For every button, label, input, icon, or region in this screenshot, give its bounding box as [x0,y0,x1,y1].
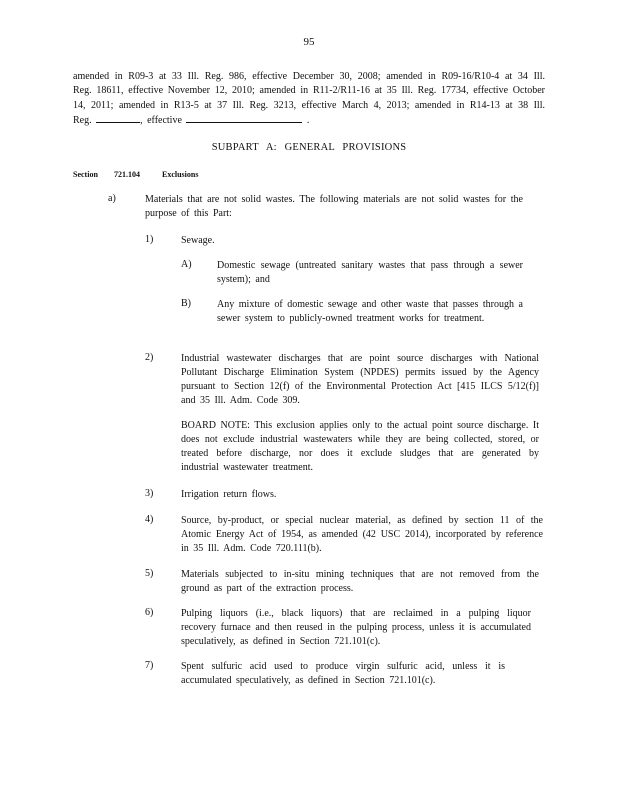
section-heading [73,170,198,179]
item-1a-text: Domestic sewage (untreated sanitary wastes that pass through a sewer system); and [217,260,523,285]
subsection-a-text: Materials that are not solid wastes. The following materials are not solid wastes for the purpose of this Part: [145,194,523,219]
amendment-effective-label: , effective [140,114,182,126]
item-6-label: 6) [145,607,154,618]
item-5-text: Materials subjected to in-situ mining techniques that are not removed from the ground as part of the extraction process. [181,569,539,594]
item-2-label: 2) [145,352,154,363]
item-6-text: Pulping liquors (i.e., black liquors) that are reclaimed in a pulping liquor recovery furnace and then reused in the pulping process, unless it is accumulated speculatively, as defined in Section 721.101(c). [181,608,531,647]
item-1b-text: Any mixture of domestic sewage and other waste that passes through a sewer system to publicly-owned treatment works for treatment. [217,299,523,324]
board-note: BOARD NOTE: This exclusion applies only to the actual point source discharge. It does not exclude industrial wastewaters while they are being collected, stored, or treated before discharge, nor does it exclude sludges that are generated by industrial wastewater treatment. [181,420,539,473]
item-7-label: 7) [145,660,154,671]
item-3-label: 3) [145,488,154,499]
section-label: Section [73,170,98,179]
blank-register-line [96,113,140,123]
section-title: Exclusions [162,170,199,179]
amendment-history [73,70,545,128]
item-3-text: Irrigation return flows. [181,489,277,500]
blank-effective-line [186,113,302,123]
item-1-text: Sewage. [181,235,215,246]
item-7-text: Spent sulfuric acid used to produce virgin sulfuric acid, unless it is accumulated speculatively, as defined in Section 721.101(c). [181,661,505,686]
section-number: 721.104 [114,170,140,179]
page-number: 95 [303,36,315,48]
item-4-text: Source, by-product, or special nuclear material, as defined by section 11 of the Atomic Energy Act of 1954, as amended (42 USC 2014), incorporated by reference in 35 Ill. Adm. Code 720.111(b). [181,515,543,554]
subsection-a-label: a) [108,193,116,204]
item-1a-label: A) [181,259,192,270]
amendment-end: . [306,114,310,126]
subpart-heading: SUBPART A: GENERAL PROVISIONS [211,142,407,153]
item-1-label: 1) [145,234,154,245]
item-1b-label: B) [181,298,191,309]
amendment-history-text: amended in R09-3 at 33 Ill. Reg. 986, effective December 30, 2008; amended in R09-16/R10-4 at 34 Ill. Reg. 18611, effective November 12, 2010; amended in R11-2/R11-16 at 35 Ill. Reg. 17734, effective October 14, 2011; amended in R13-5 at 37 Ill. Reg. 3213, effective March 4, 2013; amended in R14-13 at 38 Ill. Reg. [73,71,545,126]
item-2-text: Industrial wastewater discharges that are point source discharges with National Pollutant Discharge Elimination System (NPDES) permits issued by the Agency pursuant to Section 12(f) of the Environmental Protection Act [415 ILCS 5/12(f)] and 35 Ill. Adm. Code 309. [181,353,539,406]
item-5-label: 5) [145,568,154,579]
item-4-label: 4) [145,514,154,525]
